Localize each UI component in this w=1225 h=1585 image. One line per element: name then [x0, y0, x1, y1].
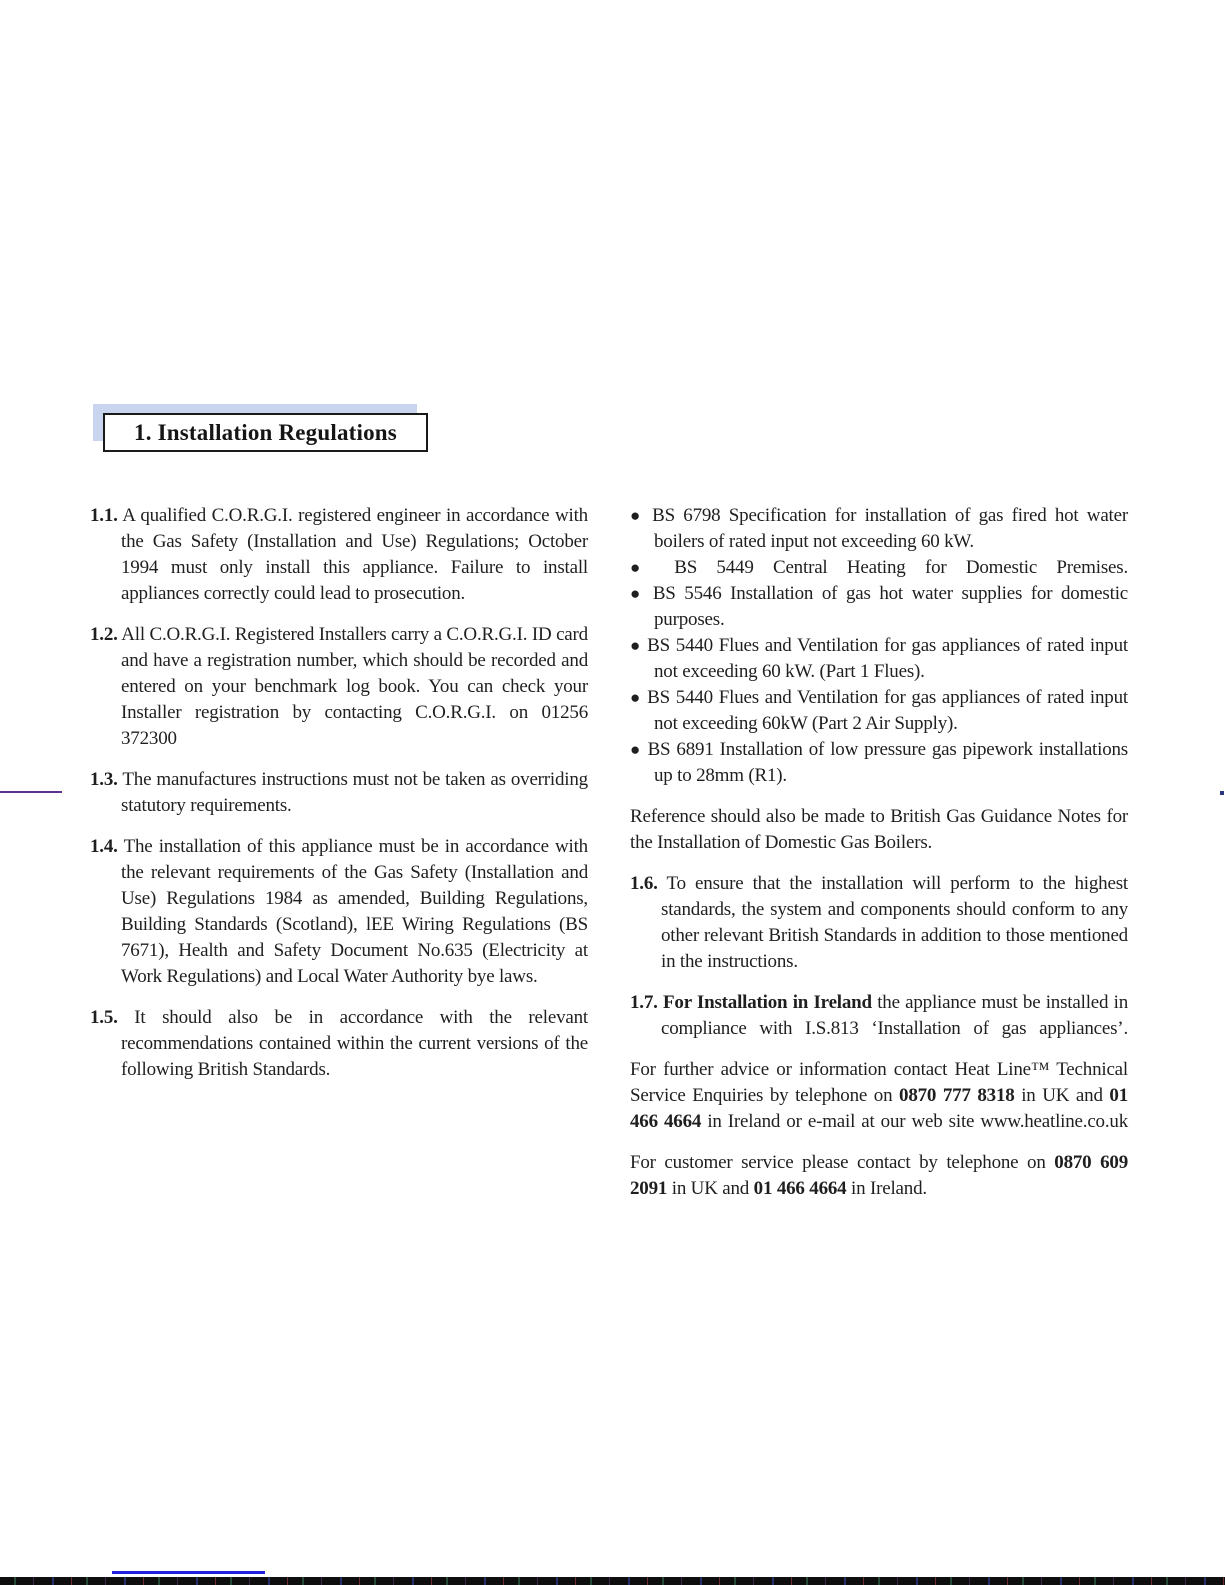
- clause-text: A qualified C.O.R.G.I. registered engineer in accordance with the Gas Safety (Installation and Use) Regulations; October 1994 must only install this appliance. Failure to install appliances correctly could lead to prosecution.: [121, 505, 588, 604]
- standard-text: BS 5440 Flues and Ventilation for gas appliances of rated input not exceeding 60kW (Part 2 Air Supply).: [647, 687, 1128, 734]
- page-bottom-scan-edge: [0, 1577, 1225, 1585]
- paragraph-1-1: [90, 503, 588, 607]
- right-column: [630, 503, 1128, 1217]
- clause-number: 1.3.: [90, 769, 118, 790]
- bullet-icon: ●: [630, 740, 642, 759]
- clause-number: 1.4.: [90, 836, 118, 857]
- paragraph-1-4: [90, 834, 588, 990]
- customer-service-contact: [630, 1150, 1128, 1202]
- contact-text: in UK and: [667, 1178, 754, 1199]
- standards-list: [630, 503, 1128, 789]
- standards-list-item: [630, 555, 1128, 581]
- body-columns: [90, 503, 1128, 1217]
- clause-number: 1.6.: [630, 873, 658, 894]
- clause-text: It should also be in accordance with the relevant recommendations contained within the current versions of the following British Standards.: [121, 1007, 588, 1080]
- clause-text: the appliance must be installed in compliance with I.S.813 ‘Installation of gas appliances’.: [661, 992, 1128, 1039]
- paragraph-1-5: [90, 1005, 588, 1083]
- clause-text: All C.O.R.G.I. Registered Installers carry a C.O.R.G.I. ID card and have a registration number, which should be recorded and entered on your benchmark log book. You can check your Installer registration by contacting C.O.R.G.I. on 01256 372300: [121, 624, 588, 749]
- left-column: [90, 503, 588, 1217]
- clause-number: 1.5.: [90, 1007, 118, 1028]
- paragraph-1-2: [90, 622, 588, 752]
- bullet-icon: ●: [630, 506, 644, 525]
- clause-text: The installation of this appliance must be in accordance with the relevant requirements of the Gas Safety (Installation and Use) Regulations 1984 as amended, Building Regulations, Building Standards (Scotland), lEE Wiring Regulations (BS 7671), Health and Safety Document No.635 (Electricity at Work Regulations) and Local Water Authority bye laws.: [121, 836, 588, 987]
- contact-text: in Ireland or e-mail at our web site www.heatline.co.uk: [701, 1111, 1129, 1132]
- clause-number: 1.1.: [90, 505, 118, 526]
- standard-text: BS 5546 Installation of gas hot water supplies for domestic purposes.: [652, 583, 1128, 630]
- phone-number-uk: 0870 609 2091: [630, 1152, 1128, 1199]
- section-title-box: [103, 413, 428, 452]
- contact-text: in UK and: [1014, 1085, 1110, 1106]
- phone-number-uk: 0870 777 8318: [899, 1085, 1015, 1106]
- standards-list-item: [630, 685, 1128, 737]
- bullet-icon: ●: [630, 636, 642, 655]
- section-title-group: [93, 404, 453, 464]
- standards-list-item: [630, 503, 1128, 555]
- clause-number: 1.7.: [630, 992, 658, 1013]
- standards-list-item: [630, 633, 1128, 685]
- standard-text: BS 6891 Installation of low pressure gas pipework installations up to 28mm (R1).: [647, 739, 1128, 786]
- clause-text: The manufactures instructions must not be taken as overriding statutory requirements.: [121, 769, 588, 816]
- paragraph-1-6: [630, 871, 1128, 975]
- reference-note: Reference should also be made to British Gas Guidance Notes for the Installation of Domestic Gas Boilers.: [630, 806, 1128, 853]
- contact-text: For customer service please contact by telephone on: [630, 1152, 1055, 1173]
- crop-mark-right-dot: [1220, 791, 1224, 795]
- clause-number: 1.2.: [90, 624, 118, 645]
- paragraph-1-3: [90, 767, 588, 819]
- standards-list-item: [630, 737, 1128, 789]
- standards-list-item: [630, 581, 1128, 633]
- clause-bold-lead: For Installation in Ireland: [663, 992, 872, 1013]
- phone-number-ireland: 01 466 4664: [630, 1085, 1128, 1132]
- page-title: 1. Installation Regulations: [134, 419, 397, 445]
- bullet-icon: ●: [630, 558, 655, 577]
- crop-mark-left-line: [0, 791, 62, 793]
- clause-text: To ensure that the installation will perform to the highest standards, the system and components should conform to any other relevant British Standards in addition to those mentioned in the instructions.: [661, 873, 1128, 972]
- bullet-icon: ●: [630, 688, 642, 707]
- standard-text: BS 5449 Central Heating for Domestic Premises.: [674, 557, 1128, 578]
- paragraph-1-7: [630, 990, 1128, 1042]
- standard-text: BS 6798 Specification for installation of gas fired hot water boilers of rated input not exceeding 60 kW.: [652, 505, 1128, 552]
- standard-text: BS 5440 Flues and Ventilation for gas appliances of rated input not exceeding 60 kW. (Part 1 Flues).: [647, 635, 1128, 682]
- technical-service-contact: [630, 1057, 1128, 1135]
- footer-blue-line: [112, 1571, 265, 1574]
- contact-text: in Ireland.: [846, 1178, 927, 1199]
- contact-text: For further advice or information contact Heat Line™ Technical Service Enquiries by telephone on: [630, 1059, 1128, 1106]
- phone-number-ireland: 01 466 4664: [753, 1178, 847, 1199]
- bullet-icon: ●: [630, 584, 645, 603]
